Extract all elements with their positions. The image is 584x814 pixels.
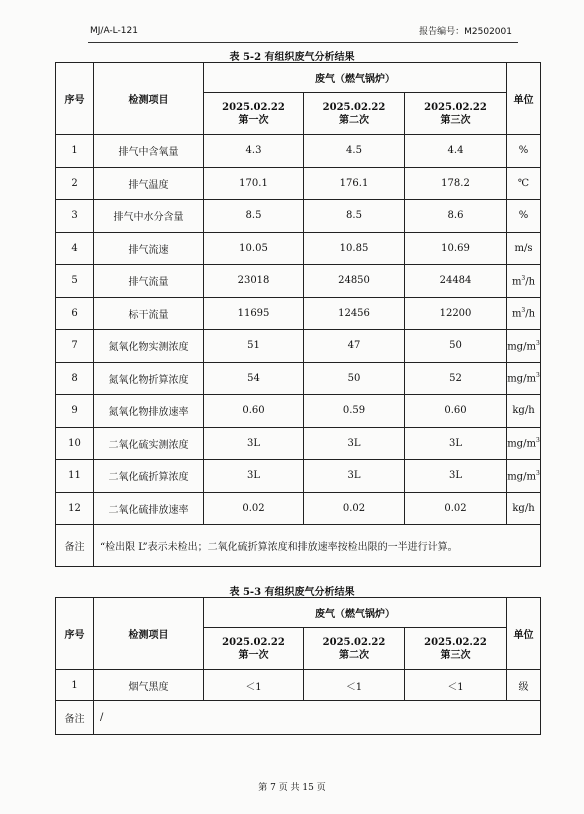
note-label: 备注 [56,525,94,567]
row-value-3: 8.6 [405,200,507,233]
row-value-2: 3L [304,460,405,493]
row-item: 排气流速 [94,232,204,265]
row-no: 1 [56,670,94,701]
row-no: 11 [56,460,94,493]
row-no: 12 [56,492,94,525]
row-item: 标干流量 [94,297,204,330]
row-value-3: 4.4 [405,135,507,168]
row-value-2: 4.5 [304,135,405,168]
row-no: 8 [56,362,94,395]
row-unit: 级 [507,670,541,701]
col-header-no: 序号 [56,63,94,135]
row-item: 二氧化硫实测浓度 [94,427,204,460]
header-rule [88,42,518,43]
table-row [56,167,541,200]
note-label: 备注 [56,701,94,735]
row-value-3: 0.02 [405,492,507,525]
table-5-3-caption: 表 5-3 有组织废气分析结果 [229,587,355,598]
row-no: 3 [56,200,94,233]
row-item: 二氧化硫排放速率 [94,492,204,525]
col-header-sample-3: 2025.02.22 第三次 [405,93,507,135]
row-value-3: 3L [405,427,507,460]
table-row [56,460,541,493]
col-header-unit: 单位 [507,63,541,135]
col-header-unit: 单位 [507,598,541,670]
note-row [56,701,541,735]
row-item: 氮氧化物实测浓度 [94,330,204,363]
row-no: 4 [56,232,94,265]
row-value-1: ＜1 [204,670,304,701]
page-number: 第 7 页 共 15 页 [258,783,326,793]
table-row [56,395,541,428]
table-row [56,232,541,265]
row-value-2: 50 [304,362,405,395]
row-value-1: 51 [204,330,304,363]
doc-code: MJ/A-L-121 [90,26,138,36]
row-unit: $m^3/h$ [507,297,541,330]
row-item: 氮氧化物折算浓度 [94,362,204,395]
row-value-3: 0.60 [405,395,507,428]
row-unit: kg/h [507,492,541,525]
table-row [56,427,541,460]
row-item: 二氧化硫折算浓度 [94,460,204,493]
row-no: 2 [56,167,94,200]
row-value-2: 12456 [304,297,405,330]
row-value-2: 47 [304,330,405,363]
table-5-2 [55,62,541,567]
row-item: 烟气黑度 [94,670,204,701]
row-item: 排气中水分含量 [94,200,204,233]
table-row [56,265,541,298]
row-unit: $mg/m^3$ [507,427,541,460]
row-item: 排气中含氧量 [94,135,204,168]
row-unit: ℃ [507,167,541,200]
row-unit: $m^3/h$ [507,265,541,298]
row-unit: $mg/m^3$ [507,330,541,363]
table-5-2-caption: 表 5-2 有组织废气分析结果 [229,52,355,63]
col-header-sample-2: 2025.02.22 第二次 [304,628,405,670]
note-text: “检出限 L”表示未检出；二氧化硫折算浓度和排放速率按检出限的一半进行计算。 [94,525,541,567]
row-no: 9 [56,395,94,428]
row-value-1: 3L [204,460,304,493]
row-value-1: 8.5 [204,200,304,233]
row-value-1: 0.60 [204,395,304,428]
table-row [56,492,541,525]
row-value-3: 52 [405,362,507,395]
row-value-2: 0.02 [304,492,405,525]
col-header-item: 检测项目 [94,598,204,670]
col-header-sample-2: 2025.02.22 第二次 [304,93,405,135]
row-no: 1 [56,135,94,168]
row-value-2: ＜1 [304,670,405,701]
row-value-1: 54 [204,362,304,395]
row-no: 5 [56,265,94,298]
row-no: 10 [56,427,94,460]
table-row [56,670,541,701]
note-row [56,525,541,567]
row-unit: kg/h [507,395,541,428]
row-no: 7 [56,330,94,363]
row-value-3: 10.69 [405,232,507,265]
row-value-1: 0.02 [204,492,304,525]
row-value-2: 3L [304,427,405,460]
col-header-source: 废气（燃气锅炉） [204,63,507,93]
row-value-3: 12200 [405,297,507,330]
row-value-3: 24484 [405,265,507,298]
row-value-1: 4.3 [204,135,304,168]
table-row [56,297,541,330]
col-header-sample-3: 2025.02.22 第三次 [405,628,507,670]
row-value-2: 8.5 [304,200,405,233]
row-value-3: 178.2 [405,167,507,200]
table-row [56,330,541,363]
note-text: / [94,701,541,735]
row-value-1: 3L [204,427,304,460]
col-header-sample-1: 2025.02.22 第一次 [204,628,304,670]
col-header-source: 废气（燃气锅炉） [204,598,507,628]
table-5-3 [55,597,541,735]
row-unit: % [507,135,541,168]
row-unit: $mg/m^3$ [507,460,541,493]
row-value-2: 24850 [304,265,405,298]
row-item: 排气流量 [94,265,204,298]
col-header-item: 检测项目 [94,63,204,135]
table-row [56,362,541,395]
row-value-3: ＜1 [405,670,507,701]
row-value-1: 170.1 [204,167,304,200]
row-value-1: 23018 [204,265,304,298]
table-row [56,135,541,168]
col-header-no: 序号 [56,598,94,670]
row-value-1: 10.05 [204,232,304,265]
row-value-2: 176.1 [304,167,405,200]
row-value-1: 11695 [204,297,304,330]
row-item: 排气温度 [94,167,204,200]
table-row [56,200,541,233]
col-header-sample-1: 2025.02.22 第一次 [204,93,304,135]
row-value-3: 50 [405,330,507,363]
row-no: 6 [56,297,94,330]
row-unit: m/s [507,232,541,265]
row-value-2: 0.59 [304,395,405,428]
report-number: 报告编号：M2502001 [419,27,512,37]
row-value-2: 10.85 [304,232,405,265]
row-unit: % [507,200,541,233]
row-value-3: 3L [405,460,507,493]
row-unit: $mg/m^3$ [507,362,541,395]
row-item: 氮氧化物排放速率 [94,395,204,428]
